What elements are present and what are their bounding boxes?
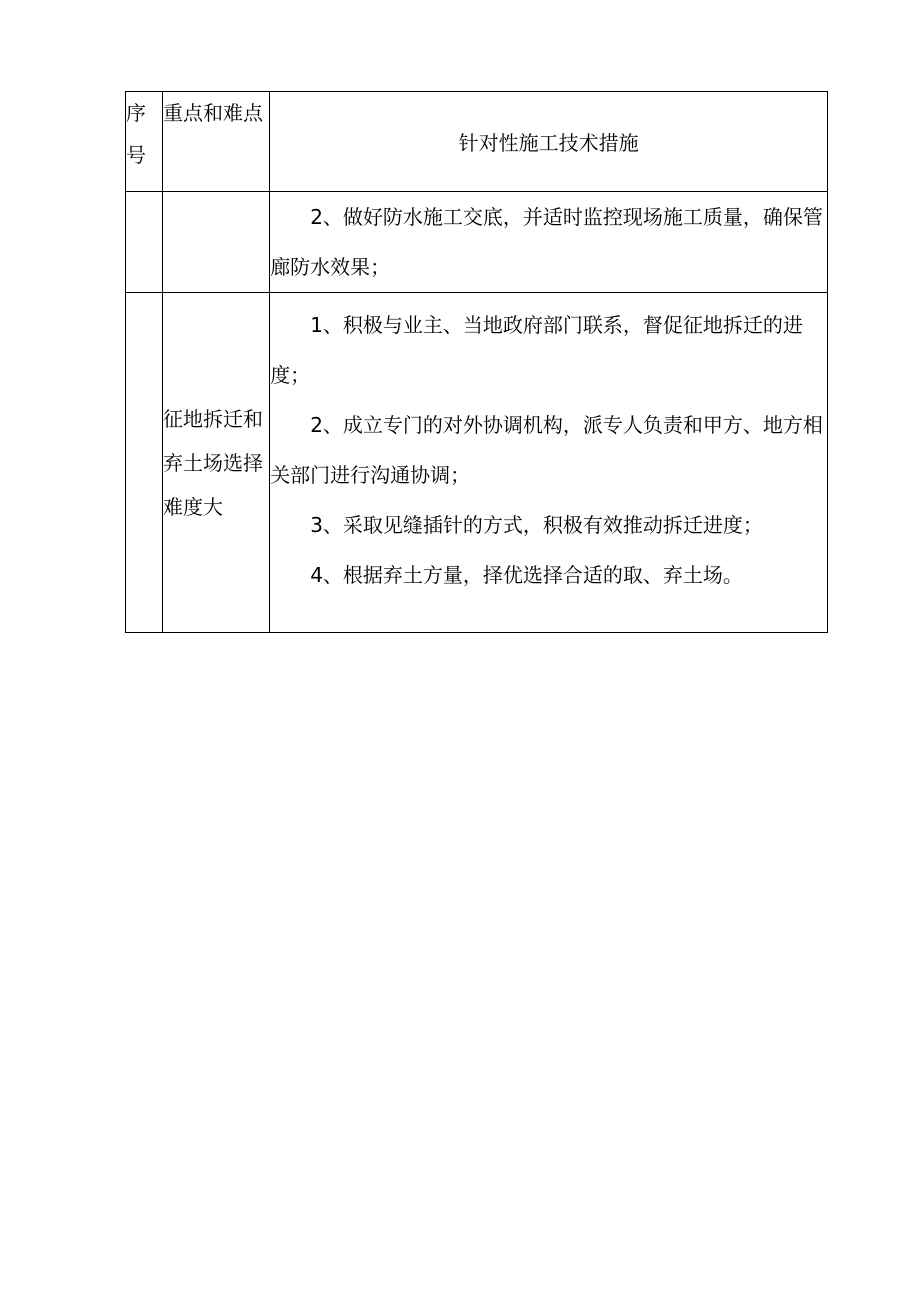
- measures-table: [125, 91, 828, 633]
- header-technical-measures: 针对性施工技术措施: [270, 92, 828, 192]
- measure-item: 2、成立专门的对外协调机构，派专人负责和甲方、地方相关部门进行沟通协调；: [270, 413, 823, 487]
- row-measures: [270, 192, 828, 293]
- table-header-row: [126, 92, 828, 192]
- measure-item: 1、积极与业主、当地政府部门联系，督促征地拆迁的进度；: [270, 313, 803, 387]
- measure-item: 2、做好防水施工交底，并适时监控现场施工质量，确保管廊防水效果；: [270, 205, 823, 279]
- row-key-point: [163, 192, 270, 293]
- row-serial-number: [126, 293, 163, 633]
- measure-item: 4、根据弃土方量，择优选择合适的取、弃土场。: [310, 563, 743, 587]
- header-serial-number: 序号: [126, 92, 163, 192]
- table-row: [126, 192, 828, 293]
- measure-item: 3、采取见缝插针的方式，积极有效推动拆迁进度；: [310, 513, 763, 537]
- row-key-point: 征地拆迁和弃土场选择难度大: [163, 293, 270, 633]
- table-row: [126, 293, 828, 633]
- header-key-difficult-points: 重点和难点: [163, 92, 270, 192]
- row-serial-number: [126, 192, 163, 293]
- row-measures: [270, 293, 828, 633]
